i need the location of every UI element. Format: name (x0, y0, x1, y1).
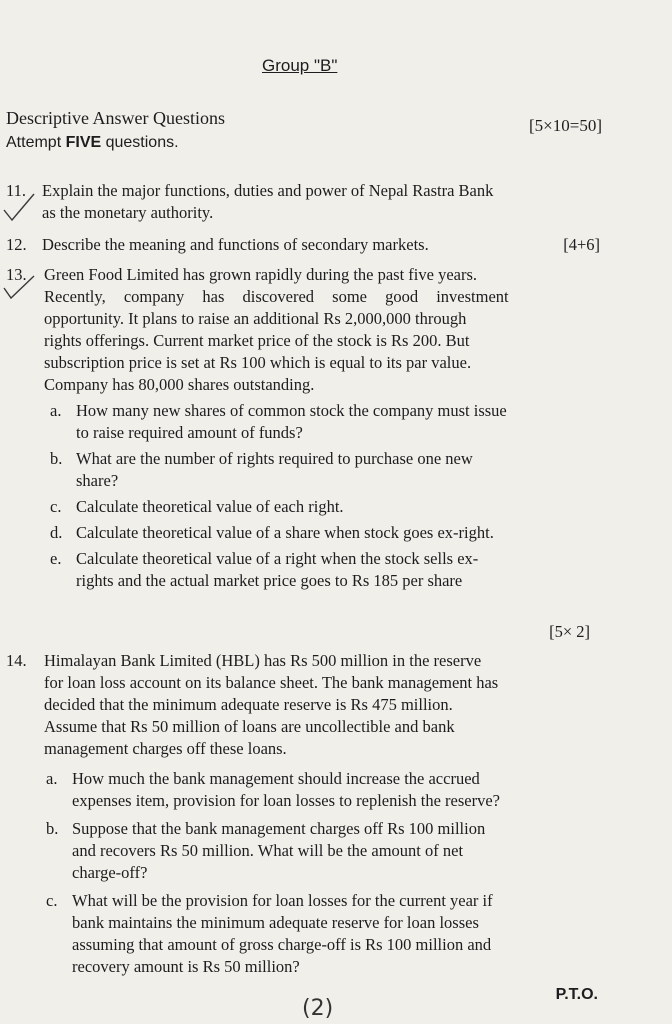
question-line: subscription price is set at Rs 100 which is equal to its par value. (44, 353, 472, 372)
attempt-instruction (6, 134, 179, 152)
subpart-line: to raise required amount of funds? (76, 423, 303, 442)
section-marks: [5×10=50] (529, 116, 602, 135)
subpart-line: assuming that amount of gross charge-off is Rs 100 million and (72, 935, 492, 954)
question-line: rights offerings. Current market price of the stock is Rs 200. But (44, 331, 470, 350)
subpart-b (50, 448, 602, 492)
subpart-label: c. (46, 891, 58, 910)
subpart-line: Calculate theoretical value of each right. (76, 497, 344, 516)
section-title: Descriptive Answer Questions (6, 108, 225, 128)
question-12 (6, 234, 600, 256)
question-marks: [4+6] (563, 235, 600, 254)
attempt-count: FIVE (65, 134, 102, 151)
subpart-b (46, 818, 602, 884)
subpart-line: share? (76, 471, 119, 490)
question-line: as the monetary authority. (42, 203, 214, 222)
subpart-line: What are the number of rights required to purchase one new (76, 449, 473, 468)
subpart-line: expenses item, provision for loan losses to replenish the reserve? (72, 791, 500, 810)
attempt-suffix: questions. (105, 134, 179, 151)
question-number: 13. (6, 265, 27, 284)
subpart-line: What will be the provision for loan losses for the current year if (72, 891, 493, 910)
subpart-label: a. (46, 769, 58, 788)
question-line: opportunity. It plans to raise an additional Rs 2,000,000 through (44, 309, 467, 328)
subpart-line: and recovers Rs 50 million. What will be the amount of net (72, 841, 464, 860)
subpart-c (46, 890, 602, 978)
subpart-line: Calculate theoretical value of a share when stock goes ex-right. (76, 523, 494, 542)
subpart-line: How much the bank management should increase the accrued (72, 769, 480, 788)
question-line: Himalayan Bank Limited (HBL) has Rs 500 million in the reserve (44, 651, 482, 670)
question-line: Explain the major functions, duties and power of Nepal Rastra Bank (42, 181, 494, 200)
subpart-label: b. (46, 819, 59, 838)
subpart-line: How many new shares of common stock the company must issue (76, 401, 507, 420)
subpart-label: c. (50, 497, 62, 516)
subpart-d (50, 522, 602, 544)
subpart-line: charge-off? (72, 863, 148, 882)
subpart-line: Calculate theoretical value of a right when the stock sells ex- (76, 549, 479, 568)
subpart-a (50, 400, 602, 444)
subpart-label: d. (50, 523, 63, 542)
question-number: 14. (6, 651, 27, 670)
question-line: Assume that Rs 50 million of loans are uncollectible and bank (44, 717, 455, 736)
pto-label: P.T.O. (555, 986, 598, 1003)
question-11 (6, 180, 604, 224)
subpart-label: b. (50, 449, 63, 468)
subpart-c (50, 496, 602, 518)
question-line: for loan loss account on its balance sheet. The bank management has (44, 673, 499, 692)
question-line: Green Food Limited has grown rapidly during the past five years. (44, 265, 478, 284)
handwritten-page-number: (2) (302, 996, 334, 1021)
question-line: Describe the meaning and functions of secondary markets. (42, 235, 429, 254)
subpart-line: rights and the actual market price goes to Rs 185 per share (76, 571, 463, 590)
subpart-e (50, 548, 602, 592)
group-title: Group "B" (262, 56, 338, 75)
question-line: decided that the minimum adequate reserve is Rs 475 million. (44, 695, 453, 714)
question-13-marks: [5× 2] (549, 622, 590, 641)
subpart-label: e. (50, 549, 62, 568)
handwritten-tick-icon (0, 274, 40, 304)
handwritten-tick-icon (0, 190, 40, 230)
subpart-line: Suppose that the bank management charges off Rs 100 million (72, 819, 486, 838)
subpart-line: recovery amount is Rs 50 million? (72, 957, 300, 976)
question-number: 11. (6, 181, 27, 200)
question-14 (6, 650, 602, 978)
question-line: Recently, company has discovered some good investment (44, 287, 509, 306)
question-line: management charges off these loans. (44, 739, 287, 758)
attempt-prefix: Attempt (6, 134, 62, 151)
subpart-label: a. (50, 401, 62, 420)
subpart-line: bank maintains the minimum adequate reserve for loan losses (72, 913, 479, 932)
subpart-a (46, 768, 602, 812)
question-13 (6, 264, 602, 592)
question-number: 12. (6, 235, 27, 254)
question-line: Company has 80,000 shares outstanding. (44, 375, 315, 394)
